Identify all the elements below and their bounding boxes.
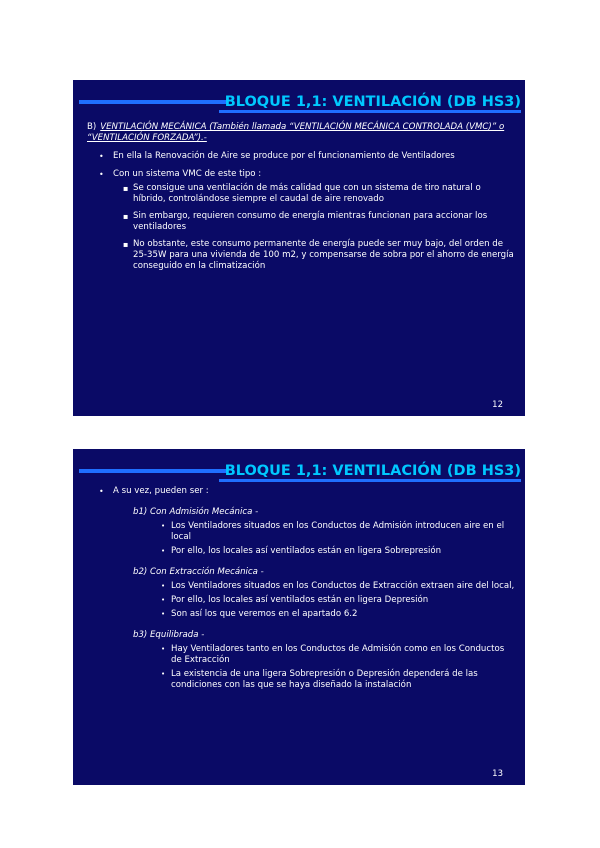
page-number: 13 xyxy=(492,769,503,779)
sub-bullet-item: ▪ Sin embargo, requieren consumo de energía mientras funcionan para accionar los ventiladores xyxy=(87,211,515,233)
page-number: 12 xyxy=(492,400,503,410)
slide-title: BLOQUE 1,1: VENTILACIÓN (DB HS3) xyxy=(221,91,521,113)
slide-content xyxy=(87,486,515,691)
group-heading: b1) Con Admisión Mecánica - xyxy=(133,507,259,517)
slide-12 xyxy=(73,80,525,416)
header-rule xyxy=(79,469,227,473)
slide-13 xyxy=(73,449,525,785)
bullet-list xyxy=(87,151,515,272)
sub-bullet-item: ▪ No obstante, este consumo permanente de energía puede ser muy bajo, del orden de 25-35W para una vivienda de 100 m2, y compensarse de sobra por el ahorro de energía conseguido en la climatización xyxy=(87,239,515,272)
slide-title: BLOQUE 1,1: VENTILACIÓN (DB HS3) xyxy=(221,460,521,482)
bullet-item: • En ella la Renovación de Aire se produce por el funcionamiento de Ventiladores xyxy=(87,151,515,162)
section-heading: VENTILACIÓN MECÁNICA (También llamada “VENTILACIÓN MECÁNICA CONTROLADA (VMC)” o “VENTILACIÓN FORZADA”).- xyxy=(87,122,505,143)
group-item: • Por ello, los locales así ventilados están en ligera Sobrepresión xyxy=(87,546,515,557)
sub-bullet-item: ▪ Se consigue una ventilación de más calidad que con un sistema de tiro natural o híbrido, controlándose siempre el caudal de aire renovado xyxy=(87,183,515,205)
group-item: • Los Ventiladores situados en los Conductos de Admisión introducen aire en el local xyxy=(87,521,515,543)
group-item: • Por ello, los locales así ventilados están en ligera Depresión xyxy=(87,595,515,606)
group-item: • Hay Ventiladores tanto en los Conductos de Admisión como en los Conductos de Extracción xyxy=(87,644,515,666)
group-item: • La existencia de una ligera Sobrepresión o Depresión dependerá de las condiciones con las que se haya diseñado la instalación xyxy=(87,669,515,691)
group-item: • Los Ventiladores situados en los Conductos de Extracción extraen aire del local, xyxy=(87,581,515,592)
section-heading-line xyxy=(87,122,515,144)
section-letter: B) xyxy=(87,122,97,132)
bullet-item: • Con un sistema VMC de este tipo : xyxy=(87,169,515,180)
group-heading: b3) Equilibrada - xyxy=(133,630,205,640)
intro-bullet: • A su vez, pueden ser : xyxy=(87,486,515,497)
group-item: • Son así los que veremos en el apartado 6.2 xyxy=(87,609,515,620)
group-heading: b2) Con Extracción Mecánica - xyxy=(133,567,264,577)
slide-header xyxy=(73,91,525,113)
slide-content xyxy=(87,122,515,272)
slide-header xyxy=(73,460,525,482)
header-rule xyxy=(79,100,227,104)
bullet-list xyxy=(87,486,515,691)
